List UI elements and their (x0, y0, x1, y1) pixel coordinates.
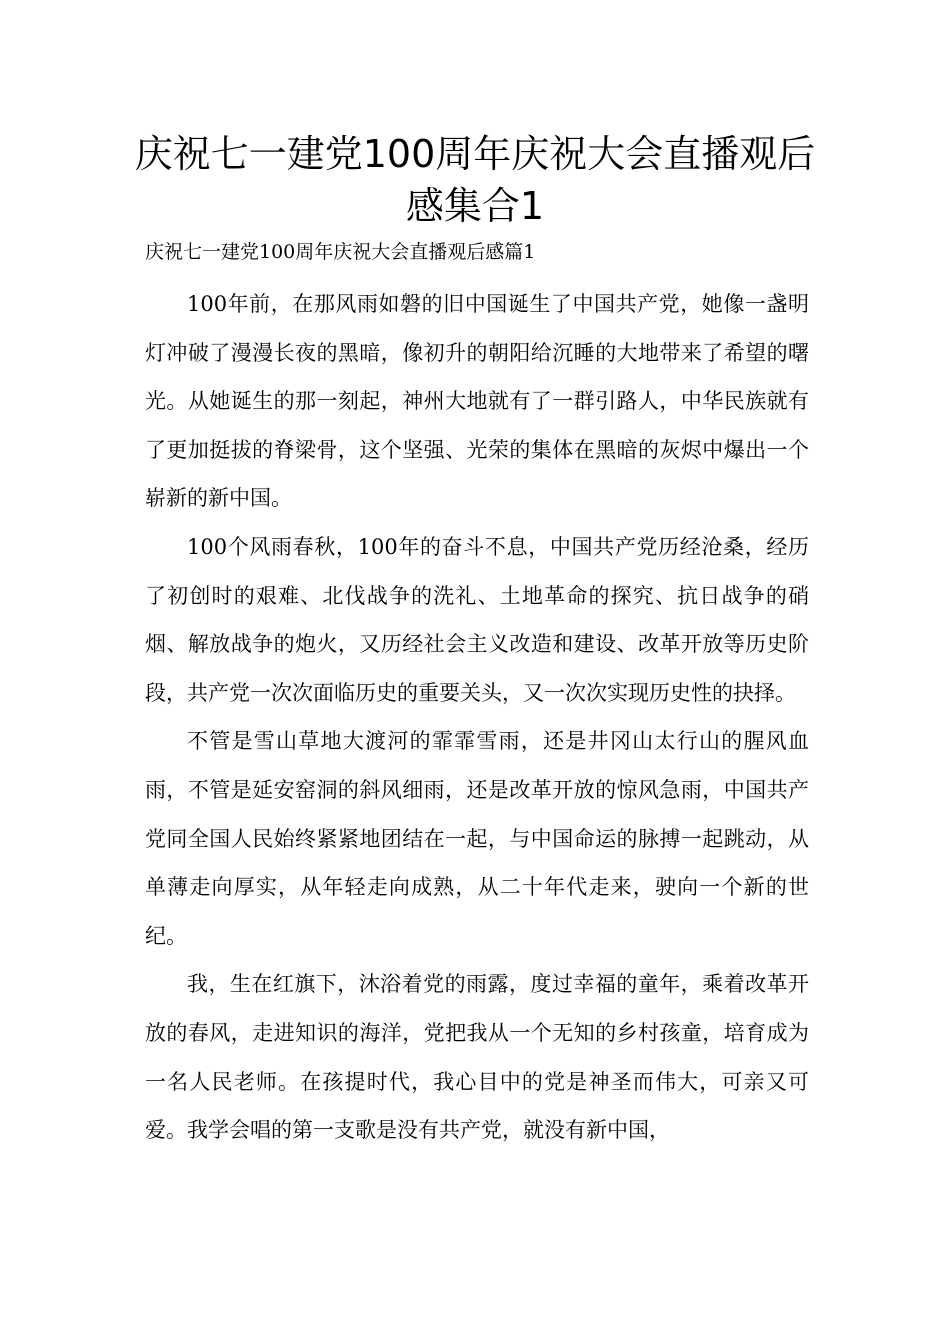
paragraph-4: 我，生在红旗下，沐浴着党的雨露，度过幸福的童年，乘着改革开放的春风，走进知识的海洋，党把我从一个无知的乡村孩童，培育成为一名人民老师。在孩提时代，我心目中的党是神圣而伟大，可亲又可爱。我学会唱的第一支歌是没有共产党，就没有新中国， (145, 972, 809, 1143)
document-body (145, 280, 809, 1155)
paragraph-1: 100年前，在那风雨如磐的旧中国诞生了中国共产党，她像一盏明灯冲破了漫漫长夜的黑暗，像初升的朝阳给沉睡的大地带来了希望的曙光。从她诞生的那一刻起，神州大地就有了一群引路人，中华民族就有了更加挺拔的脊梁骨，这个坚强、光荣的集体在黑暗的灰烬中爆出一个崭新的新中国。 (145, 292, 809, 511)
paragraph-2: 100个风雨春秋，100年的奋斗不息，中国共产党历经沧桑，经历了初创时的艰难、北伐战争的洗礼、土地革命的探究、抗日战争的硝烟、解放战争的炮火，又历经社会主义改造和建设、改革开放等历史阶段，共产党一次次面临历史的重要关头，又一次次实现历史性的抉择。 (145, 534, 809, 705)
document-title: 庆祝七一建党100周年庆祝大会直播观后感集合1 (134, 132, 816, 228)
paragraph-3: 不管是雪山草地大渡河的霏霏雪雨，还是井冈山太行山的腥风血雨，不管是延安窑洞的斜风细雨，还是改革开放的惊风急雨，中国共产党同全国人民始终紧紧地团结在一起，与中国命运的脉搏一起跳动，从单薄走向厚实，从年轻走向成熟，从二十年代走来，驶向一个新的世纪。 (145, 729, 809, 948)
document-subtitle: 庆祝七一建党100周年庆祝大会直播观后感篇1 (145, 241, 536, 263)
